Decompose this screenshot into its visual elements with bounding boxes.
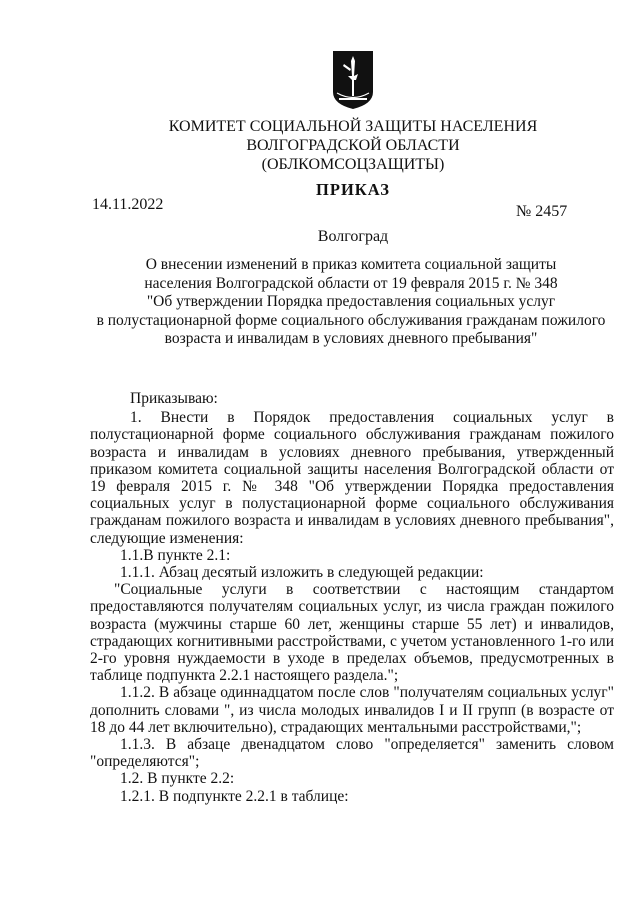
paragraph-1-1-2: 1.1.2. В абзаце одиннадцатом после слов "получателям социальных услуг" дополнить словами ", из числа молодых инвалидов I и II групп (в возрасте от 18 до 44 лет включительно), страдающих ментальными расстройствами,";: [90, 684, 614, 736]
org-line-2: ВОЛГОГРАДСКОЙ ОБЛАСТИ: [246, 137, 460, 154]
document-number: № 2457: [516, 203, 568, 220]
coat-of-arms-icon: [332, 50, 374, 110]
subject-line: населения Волгоградской области от 19 февраля 2015 г. № 348: [144, 274, 558, 292]
organization-name: [0, 117, 640, 174]
org-line-3: (ОБЛКОМСОЦЗАЩИТЫ): [261, 156, 445, 173]
subject-line: О внесении изменений в приказ комитета социальной защиты: [145, 256, 557, 273]
document-city: Волгоград: [317, 228, 389, 245]
document-subject: [90, 256, 612, 349]
document-type: ПРИКАЗ: [316, 180, 390, 199]
paragraph-1: 1. Внести в Порядок предоставления социальных услуг в полустационарной форме социального обслуживания гражданам пожилого возраста и инвалидам в условиях дневного пребывания, утвержденный приказом комитета социальной защиты населения Волгоградской области от 19 февраля 2015 г. № 348 "Об утверждении Порядка предоставления социальных услуг в полустационарной форме социального обслуживания гражданам пожилого возраста и инвалидам в условиях дневного пребывания", следующие изменения:: [90, 409, 614, 547]
subject-line: возраста и инвалидам в условиях дневного пребывания": [164, 330, 538, 347]
org-line-1: КОМИТЕТ СОЦИАЛЬНОЙ ЗАЩИТЫ НАСЕЛЕНИЯ: [168, 118, 538, 135]
document-date: 14.11.2022: [92, 196, 164, 213]
quoted-paragraph: "Социальные услуги в соответствии с настоящим стандартом предоставляются получателям социальных услуг, из числа граждан пожилого возраста (мужчины старше 60 лет, женщины старше 55 лет) и инвалидов, страдающих когнитивными расстройствами, с учетом установленного 1-го или 2-го уровня нуждаемости в уходе в пределах объемов, предусмотренных в таблице подпункта 2.2.1 настоящего раздела.";: [90, 581, 614, 685]
paragraph-1-1-1: 1.1.1. Абзац десятый изложить в следующей редакции:: [120, 564, 484, 582]
document-body: [90, 390, 614, 805]
paragraph-1-1: 1.1.В пункте 2.1:: [120, 546, 231, 564]
subject-line: "Об утверждении Порядка предоставления социальных услуг: [146, 293, 556, 310]
paragraph-1-1-3: 1.1.3. В абзаце двенадцатом слово "определяется" заменить словом "определяются";: [90, 736, 614, 771]
subject-line: в полустационарной форме социального обслуживания гражданам пожилого: [96, 311, 606, 329]
paragraph-1-2: 1.2. В пункте 2.2:: [120, 770, 235, 788]
paragraph-1-2-1: 1.2.1. В подпункте 2.2.1 в таблице:: [120, 787, 349, 805]
order-word: Приказываю:: [130, 390, 218, 407]
